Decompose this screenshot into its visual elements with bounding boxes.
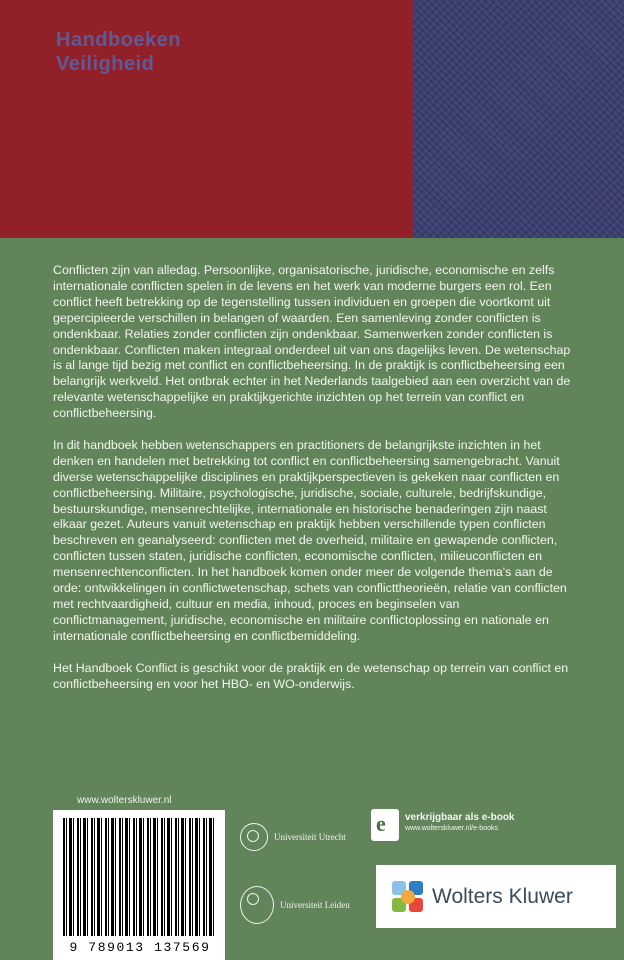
ebook-e-icon: e [371,809,399,841]
leiden-seal-icon [240,886,274,924]
paragraph-handbook: In dit handboek hebben wetenschappers en practitioners de belangrijkste inzichten in het denken en handelen met betrekking tot conflict en conflictbeheersing samengebracht. Vanuit diverse wetenschappelijke disciplines en praktijkperspectieven is gekeken naar conflicten en conflictbeheersing. Militaire, psychologische, juridische, sociale, culturele, bedrijfskundige, bestuurskundige, mensenrechtelijke, internationale en historische benaderingen zijn naast elkaar gezet. Auteurs vanuit wetenschap en praktijk hebben verschillende typen conflicten beschreven en geanalyseerd: conflicten met de overheid, militaire en gewapende conflicten, conflicten tussen staten, juridische conflicten, economische conflicten, milieuconflicten en mensenrechtenconflicten. In het handboek komen onder meer de volgende thema's aan de orde: ontwikkelingen in conflictwetenschap, schets van conflicttheorieën, relatie van conflicten met rechtvaardigheid, cultuur en media, inhoud, proces en beginselen van conflictmanagement, juridische, economische en militaire conflictoplossing en nationale en internationale conflictbeheersing en conflictbemiddeling. [53,437,567,643]
isbn-barcode [53,810,225,960]
university-utrecht-label: Universiteit Utrecht [274,832,346,842]
paragraph-audience: Het Handboek Conflict is geschikt voor de praktijk en de wetenschap op terrein van conflict en conflictbeheersing en voor het HBO- en WO-onderwijs. [53,660,569,691]
ebook-label: verkrijgbaar als e-book [405,812,515,823]
publisher-logo-block [376,865,616,928]
wolters-kluwer-logo [392,881,424,913]
ebook-badge [371,809,515,841]
paragraph-intro: Conflicten zijn van alledag. Persoonlijke, organisatorische, juridische, economische en zelfs internationale conflicten spelen in de levens en het werk van moderne burgers een rol. Een conflict heeft betrekking op de tegenstelling tussen individuen en groepen die voortkomt uit gepercipieerde verschillen in belangen of waarden. Een samenleving zonder conflicten is ondenkbaar. Relaties zonder conflicten zijn ondenkbaar. Samenwerken zonder conflicten is ondenkbaar. Conflicten maken integraal onderdeel uit van ons dagelijks leven. De wetenschap is al lange tijd bezig met conflict en conflictbeheersing. In de praktijk is conflictbeheersing een belangrijk werkveld. Het ontbrak echter in het Nederlands taalgebied aan een overzicht van de relevante wetenschappelijke en praktijkgerichte inzichten op het terrein van conflict en conflictbeheersing. [53,263,571,421]
back-cover-text [53,263,573,708]
series-title [56,28,181,76]
utrecht-seal-icon [240,823,268,851]
publisher-website: www.wolterskluwer.nl [77,795,172,806]
university-leiden [240,886,350,924]
series-title-line-1: Handboeken [56,29,182,51]
university-leiden-label: Universiteit Leiden [280,900,350,910]
ebook-url: www.wolterskluwer.nl/e-books [405,825,498,832]
cover-top-band [0,0,624,238]
isbn-number: 9 789013 137569 [69,940,211,955]
publisher-name: Wolters Kluwer [432,884,573,908]
textured-navy-panel [413,0,624,238]
series-title-line-2: Veiligheid [56,53,155,75]
university-utrecht [240,823,346,851]
barcode-bars [63,818,215,936]
